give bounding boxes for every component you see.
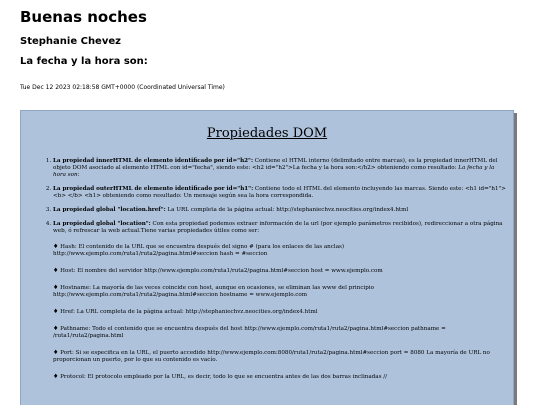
item-title: La propiedad global "location": xyxy=(53,221,151,227)
properties-list xyxy=(41,158,507,381)
item-title: La propiedad outerHTML de elemento identificado por id="h1": xyxy=(53,186,254,192)
list-item xyxy=(53,267,507,275)
list-item xyxy=(53,207,507,214)
diamond-bullet-icon: ♦ xyxy=(53,373,59,380)
location-prop-host: Host: El nombre del servidor http://www.ejemplo.com/ruta1/ruta2/pagina.html#seccion host = www.ejemplo.com xyxy=(60,268,383,274)
panel-title: Propiedades DOM xyxy=(206,126,328,141)
location-prop-hostname: Hostname: La mayoría de las veces coincide con host, aunque en ocasiones, se eliminan las www del principio http://www.ejemplo.com/ruta1/ruta2/pagina.html#seccion hostname = www.ejemplo.com xyxy=(53,285,374,298)
location-prop-hash: Hash: El contenido de la URL que se encuentra después del signo # (para los enlaces de las anclas) http://www.ejemplo.com/ruta1/ruta2/pagina.html#seccion hash = #seccion xyxy=(53,244,345,257)
location-prop-protocol: Protocol: El protocolo empleado por la URL, es decir, todo lo que se encuentra antes de las dos barras inclinadas // xyxy=(60,374,388,380)
diamond-bullet-icon: ♦ xyxy=(53,243,59,250)
list-item xyxy=(53,243,507,258)
diamond-bullet-icon: ♦ xyxy=(53,325,59,332)
list-item xyxy=(53,325,507,340)
list-item xyxy=(53,221,507,381)
list-item xyxy=(53,158,507,179)
list-item xyxy=(53,284,507,299)
current-datetime: Tue Dec 12 2023 02:18:58 GMT+0000 (Coordinated Universal Time) xyxy=(20,84,225,91)
item-title: La propiedad innerHTML de elemento identificado por id="h2": xyxy=(53,158,254,164)
greeting-heading: Buenas noches xyxy=(20,8,147,26)
list-item xyxy=(53,373,507,381)
diamond-bullet-icon: ♦ xyxy=(53,349,59,356)
item-text: Contiene el HTML interno (delimitado entre marcas), es la propiedad innerHTML del objeto DOM asociado al elemento HTML con id="fecha", siendo este: <h2 id="h2">La fecha y la hora son:</h2> obteniendo como resultado: xyxy=(53,158,498,171)
list-item xyxy=(53,349,507,364)
dom-properties-panel xyxy=(20,110,514,405)
item-text: Con esta propiedad podemos extraer información de la url (por ejemplo parámetros recibidos), redireccionar a otra página web, ó refrescar la web actual.Tiene varias propiedades útiles como ser: xyxy=(53,221,503,234)
item-text: La URL completa de la página actual: http://stephaniechvz.neocities.org/index4.html xyxy=(165,207,409,213)
location-prop-href: Href: La URL completa de la página actual: http://stephaniechvz.neocities.org/index4.html xyxy=(60,309,318,315)
location-prop-port: Port: Si se especifica en la URL, el puerto accedido http://www.ejemplo.com:8080/ruta1/ruta2/pagina.html#seccion port = 8080 La mayoría de URL no proporcionan un puerto, por lo que su contenido es vacío. xyxy=(53,350,490,363)
diamond-bullet-icon: ♦ xyxy=(53,267,59,274)
list-item xyxy=(53,186,507,200)
item-title: La propiedad global "location.href": xyxy=(53,207,166,213)
user-name-heading: Stephanie Chevez xyxy=(20,36,121,47)
item-result: La fecha y la hora son: xyxy=(53,165,495,178)
list-item xyxy=(53,308,507,316)
date-heading: La fecha y la hora son: xyxy=(20,56,148,67)
location-prop-pathname: Pathname: Todo el contenido que se encuentra después del host http://www.ejemplo.com/ruta1/ruta2/pagina.html#seccion pathname = /ruta1/ruta2/pagina.html xyxy=(53,326,446,339)
item-text: Contiene todo el HTML del elemento incluyendo las marcas. Siendo este: <h1 id="h1"> <b> </b> <h1> obteniendo como resultado: Un mensaje según sea la hora correspondida. xyxy=(53,186,506,199)
location-properties xyxy=(53,243,507,381)
diamond-bullet-icon: ♦ xyxy=(53,308,59,315)
diamond-bullet-icon: ♦ xyxy=(53,284,59,291)
